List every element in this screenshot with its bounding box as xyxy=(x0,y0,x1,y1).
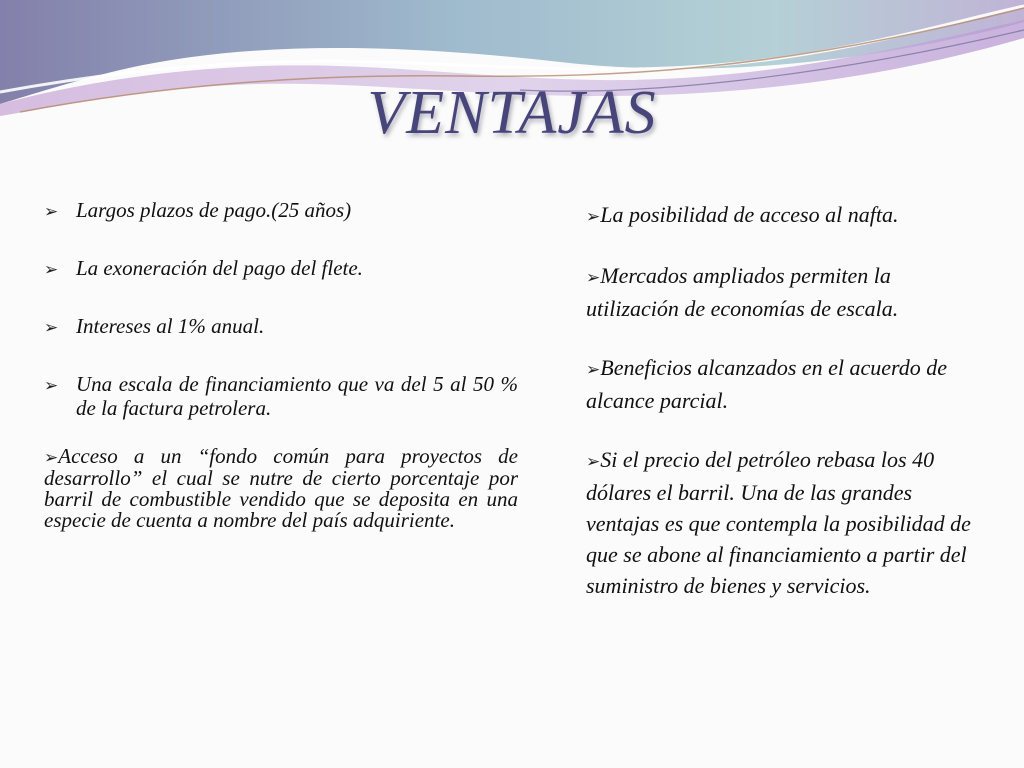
list-item xyxy=(44,315,518,339)
arrow-bullet-icon: ➢ xyxy=(44,318,59,337)
arrow-bullet-icon: ➢ xyxy=(586,207,601,226)
list-item-text: Largos plazos de pago.(25 años) xyxy=(76,198,352,222)
list-item-text: La exoneración del pago del flete. xyxy=(76,256,363,280)
list-item xyxy=(586,352,986,416)
list-item-text: Intereses al 1% anual. xyxy=(76,314,265,338)
list-item xyxy=(44,257,518,281)
list-item-text: Beneficios alcanzados en el acuerdo de alcance parcial. xyxy=(586,355,948,413)
arrow-bullet-icon: ➢ xyxy=(44,376,59,395)
list-item xyxy=(586,444,986,601)
list-item-text: Una escala de financiamiento que va del 5 al 50 % de la factura petrolera. xyxy=(76,372,518,420)
list-item xyxy=(586,260,986,324)
arrow-bullet-icon: ➢ xyxy=(44,202,59,221)
left-bullet-list xyxy=(44,199,518,531)
right-bullet-list xyxy=(586,199,986,629)
arrow-bullet-icon: ➢ xyxy=(44,260,59,279)
slide-title: VENTAJAS xyxy=(367,79,657,147)
list-item xyxy=(44,373,518,420)
list-item xyxy=(44,446,518,531)
arrow-bullet-icon: ➢ xyxy=(586,360,601,379)
list-item-text: Mercados ampliados permiten la utilización de economías de escala. xyxy=(586,263,899,321)
list-item xyxy=(586,199,986,232)
list-item-text: Acceso a un “fondo común para proyectos de desarrollo” el cual se nutre de cierto porcentaje por barril de combustible vendido que se deposita en una especie de cuenta a nombre del país adquiriente. xyxy=(44,444,518,532)
list-item-text: Si el precio del petróleo rebasa los 40 dólares el barril. Una de las grandes ventajas es que contempla la posibilidad de que se abone al financiamiento a partir del suministro de bienes y servicios. xyxy=(586,447,971,598)
arrow-bullet-icon: ➢ xyxy=(44,448,59,467)
arrow-bullet-icon: ➢ xyxy=(586,452,601,471)
list-item-text: La posibilidad de acceso al nafta. xyxy=(600,202,899,227)
arrow-bullet-icon: ➢ xyxy=(586,268,601,287)
list-item xyxy=(44,199,518,223)
